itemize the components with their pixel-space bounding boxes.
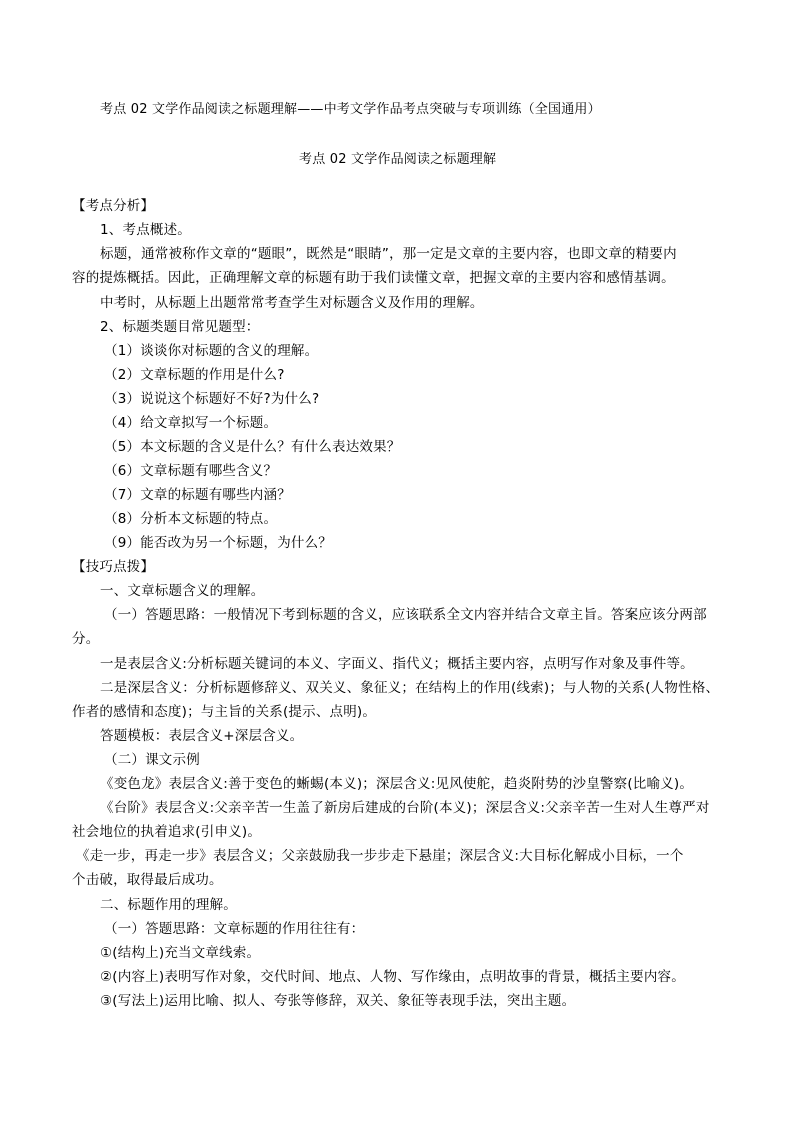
question-item: （6）文章标题有哪些含义？ [104,463,278,479]
example-chameleon: 《变色龙》表层含义:善于变色的蜥蜴(本义)；深层含义:见风使舵，趋炎附势的沙皇警察(比喻义)。 [100,776,694,792]
paragraph-overview-line1: 标题，通常被称作文章的“题眼”，既然是“眼睛”，那一定是文章的主要内容，也即文章的精要内 [100,246,677,262]
skills-section2-title: 二、标题作用的理解。 [100,897,237,913]
role-item-structure: ①(结构上)充当文章线索。 [100,945,261,961]
question-item: （9）能否改为另一个标题，为什么？ [104,535,332,551]
skills-surface-meaning: 一是表层含义:分析标题关键词的本义、字面义、指代义；概括主要内容，点明写作对象及事件等。 [100,656,694,672]
skills-section2-approach: （一）答题思路：文章标题的作用往往有： [104,921,365,937]
document-top-title: 考点 02 文学作品阅读之标题理解——中考文学作品考点突破与专项训练（全国通用） [100,102,601,117]
example-steps-line2: 社会地位的执着追求(引申义)。 [72,824,262,840]
question-item: （5）本文标题的含义是什么？有什么表达效果？ [104,439,401,455]
role-item-content: ②(内容上)表明写作对象，交代时间、地点、人物、写作缘由，点明故事的背景，概括主要内容。 [100,969,685,985]
question-item: （4）给文章拟写一个标题。 [104,415,278,431]
example-one-step-line1: 《走一步，再走一步》表层含义；父亲鼓励我一步步走下悬崖；深层含义:大目标化解成小目标，一个 [76,848,684,864]
skills-section1-approach-line2: 分。 [72,631,100,647]
section-heading-analysis: 【考点分析】 [72,198,155,214]
question-item: （1）谈谈你对标题的含义的理解。 [104,343,319,359]
skills-section1-approach-line1: （一）答题思路：一般情况下考到标题的含义，应该联系全文内容并结合文章主旨。答案应该分两部 [104,607,707,623]
skills-text-examples-title: （二）课文示例 [104,752,200,768]
paragraph-exam: 中考时，从标题上出题常常考查学生对标题含义及作用的理解。 [100,295,484,311]
section-heading-skills: 【技巧点拨】 [72,559,155,575]
question-item: （2）文章标题的作用是什么? [104,367,285,383]
question-item: （8）分析本文标题的特点。 [104,511,278,527]
example-one-step-line2: 个击破，取得最后成功。 [72,872,223,888]
paragraph-overview-line2: 容的提炼概括。因此，正确理解文章的标题有助于我们读懂文章，把握文章的主要内容和感情基调。 [72,270,675,286]
skills-answer-template: 答题模板：表层含义+深层含义。 [100,728,304,744]
question-item: （3）说说这个标题好不好?为什么? [104,391,320,407]
example-steps-line1: 《台阶》表层含义:父亲辛苦一生盖了新房后建成的台阶(本义)；深层含义:父亲辛苦一生对人生尊严对 [100,800,710,816]
skills-deep-meaning-line2: 作者的感情和态度)；与主旨的关系(提示、点明)。 [72,704,377,720]
skills-section1-title: 一、文章标题含义的理解。 [100,583,265,599]
role-item-technique: ③(写法上)运用比喻、拟人、夸张等修辞，双关、象征等表现手法，突出主题。 [100,993,576,1009]
document-sub-title: 考点 02 文学作品阅读之标题理解 [299,152,497,167]
paragraph-overview-title: 1、考点概述。 [100,222,191,238]
question-item: （7）文章的标题有哪些内涵？ [104,487,291,503]
paragraph-question-types-title: 2、标题类题目常见题型： [100,319,260,335]
skills-deep-meaning-line1: 二是深层含义：分析标题修辞义、双关义、象征义；在结构上的作用(线索)；与人物的关系(人物性格、 [100,680,720,696]
